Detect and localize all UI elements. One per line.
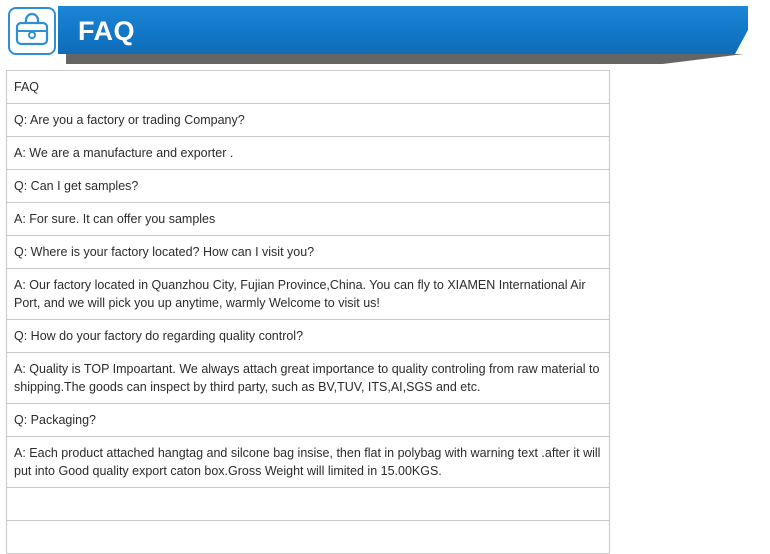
- table-row: [7, 71, 610, 104]
- faq-table: [6, 70, 610, 554]
- faq-cell: Q: How do your factory do regarding quality control?: [7, 320, 610, 353]
- faq-cell: A: Quality is TOP Impoartant. We always attach great importance to quality controling from raw material to shipping.The goods can inspect by third party, such as BV,TUV, ITS,AI,SGS and etc.: [7, 353, 610, 404]
- table-row: [7, 353, 610, 404]
- faq-cell: Q: Where is your factory located? How can I visit you?: [7, 236, 610, 269]
- faq-cell: Q: Can I get samples?: [7, 170, 610, 203]
- table-row: [7, 104, 610, 137]
- bag-icon: [8, 7, 56, 55]
- banner-shadow: [66, 54, 744, 64]
- table-row: [7, 203, 610, 236]
- table-row: [7, 437, 610, 488]
- faq-cell: FAQ: [7, 71, 610, 104]
- faq-cell: Q: Are you a factory or trading Company?: [7, 104, 610, 137]
- table-row: [7, 521, 610, 554]
- faq-cell: Q: Packaging?: [7, 404, 610, 437]
- table-row: [7, 170, 610, 203]
- faq-cell-empty: [7, 488, 610, 521]
- table-row: [7, 236, 610, 269]
- page-title: FAQ: [78, 16, 136, 46]
- table-row: [7, 137, 610, 170]
- table-row: [7, 488, 610, 521]
- faq-cell: A: Each product attached hangtag and silcone bag insise, then flat in polybag with warning text .after it will put into Good quality export caton box.Gross Weight will limited in 15.00KGS.: [7, 437, 610, 488]
- table-row: [7, 404, 610, 437]
- banner-bar: [58, 6, 748, 54]
- faq-cell: A: For sure. It can offer you samples: [7, 203, 610, 236]
- table-row: [7, 269, 610, 320]
- table-row: [7, 320, 610, 353]
- faq-cell: A: We are a manufacture and exporter .: [7, 137, 610, 170]
- faq-banner: [0, 0, 770, 66]
- faq-cell: A: Our factory located in Quanzhou City, Fujian Province,China. You can fly to XIAMEN International Air Port, and we will pick you up anytime, warmly Welcome to visit us!: [7, 269, 610, 320]
- faq-cell-empty: [7, 521, 610, 554]
